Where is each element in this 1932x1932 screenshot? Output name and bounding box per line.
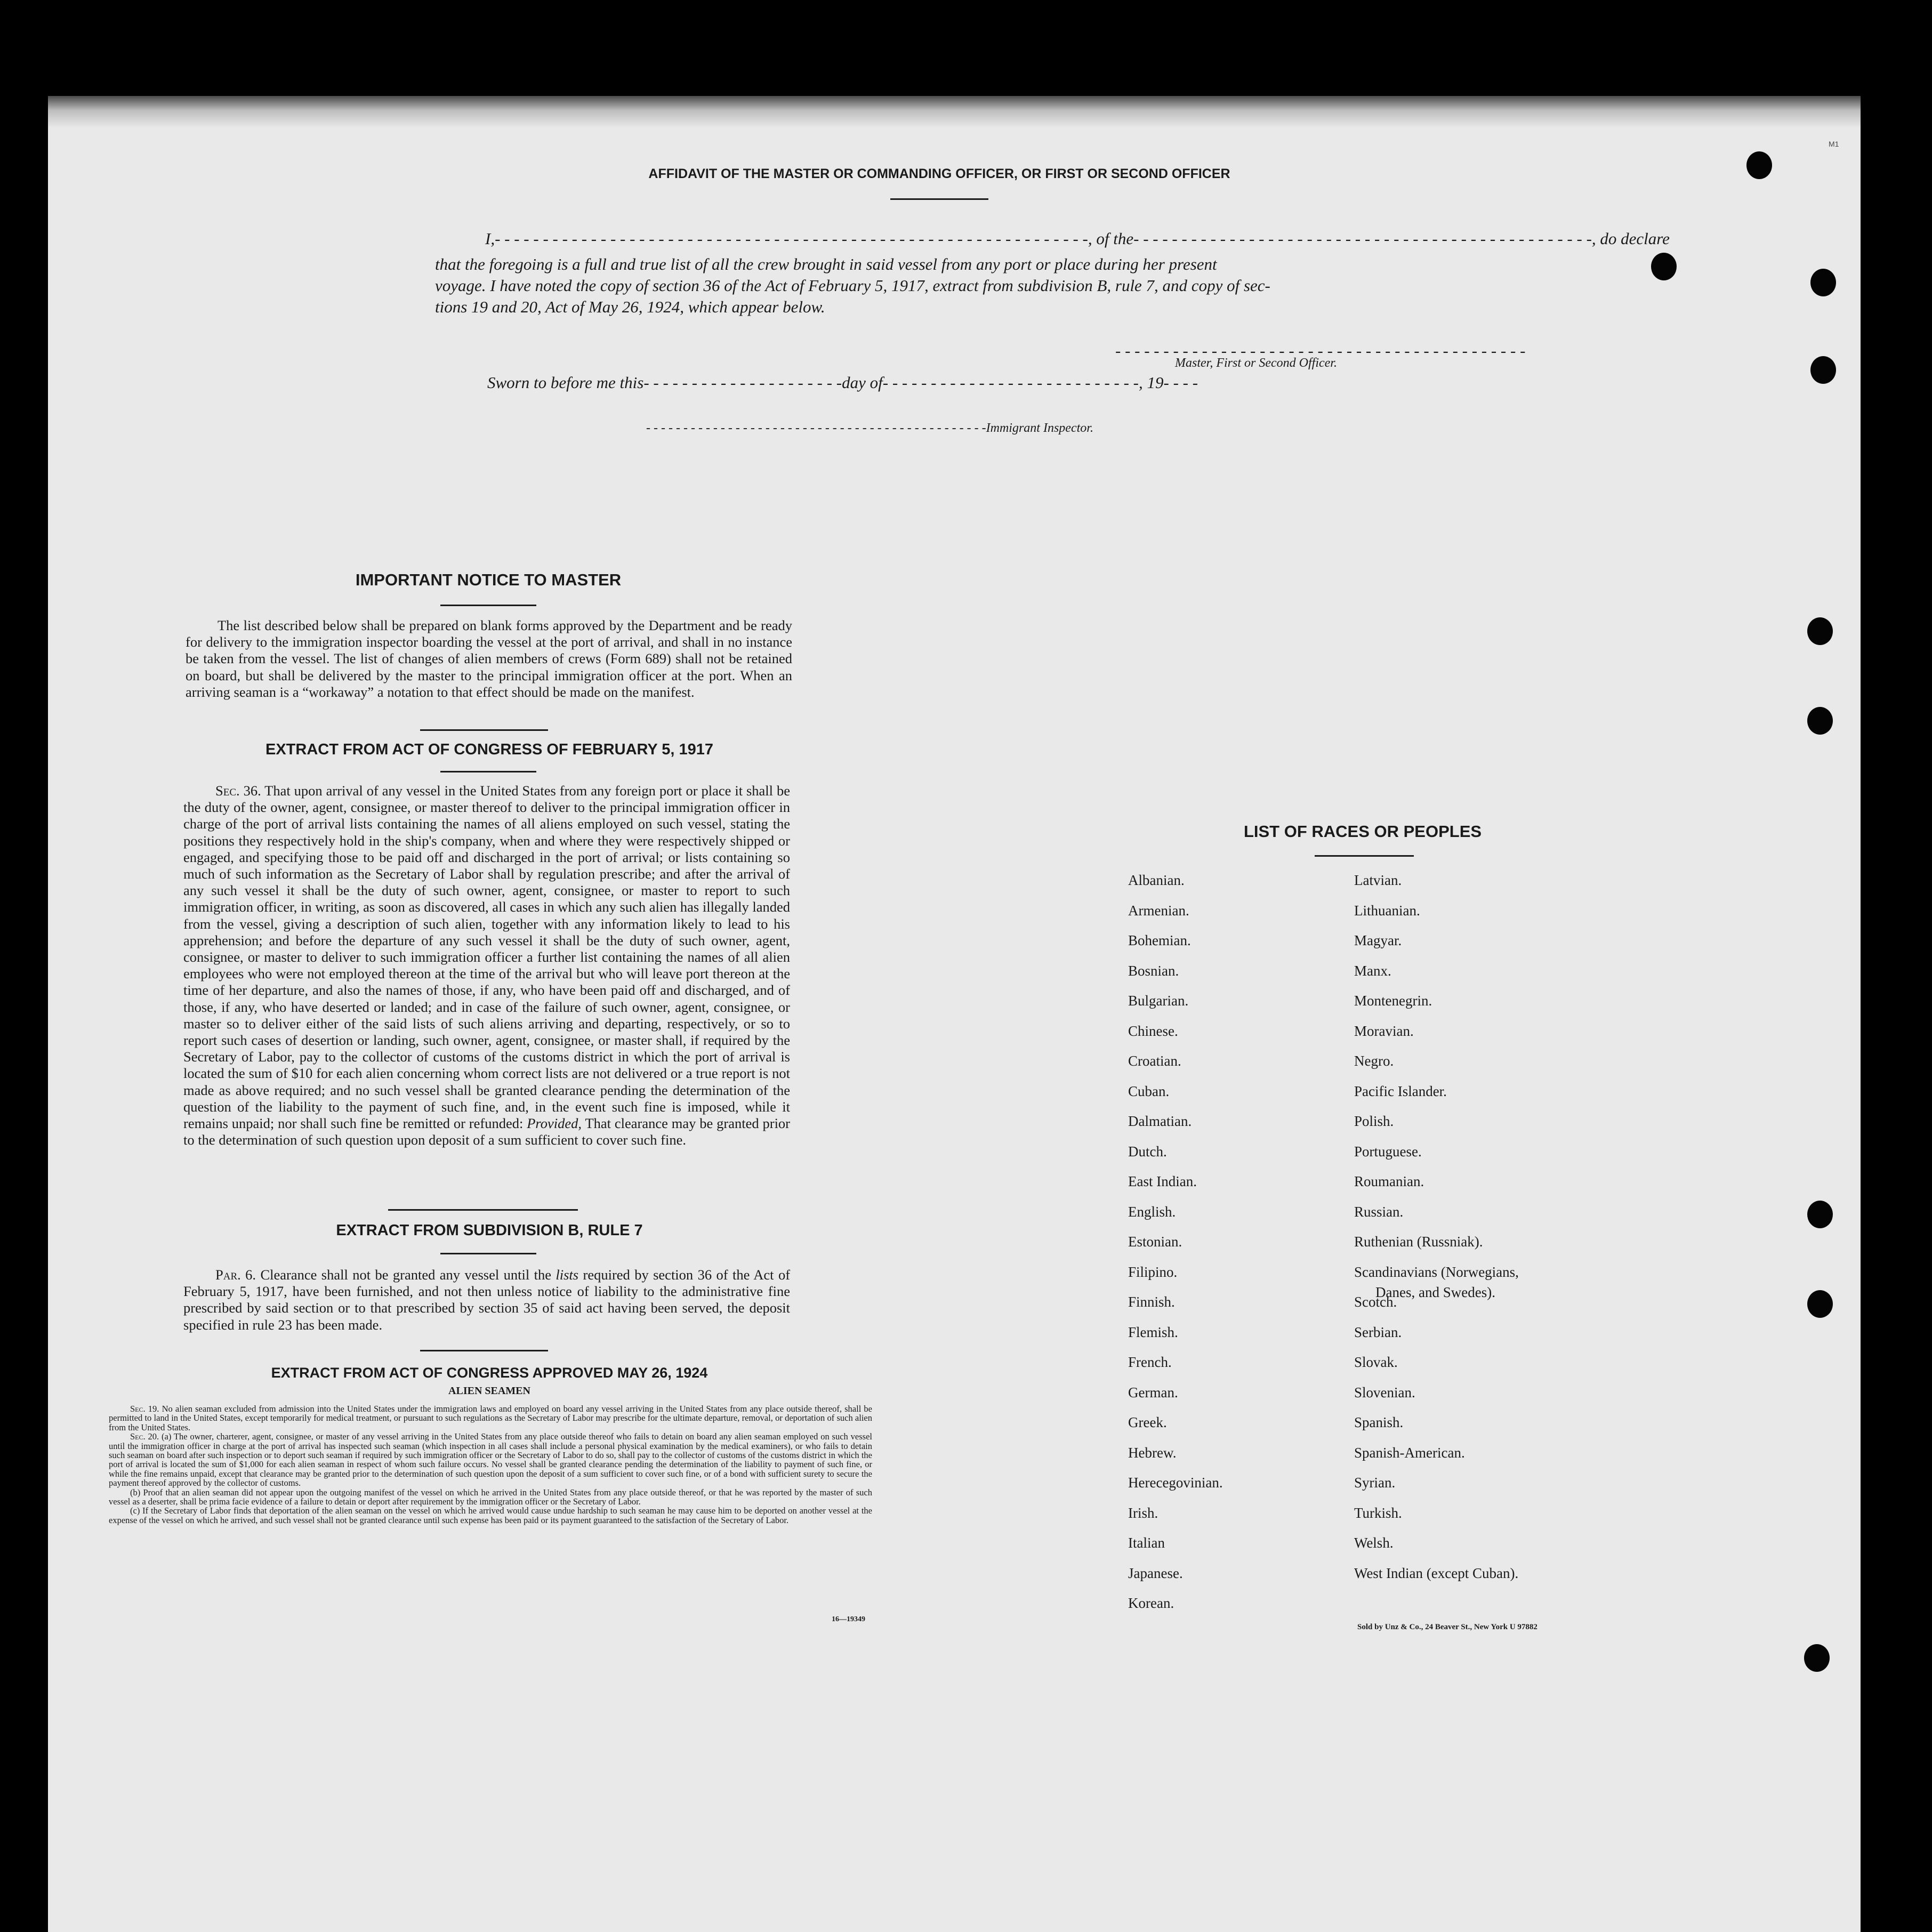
- race-item: Greek.: [1128, 1414, 1167, 1430]
- extract-1917-title: EXTRACT FROM ACT OF CONGRESS OF FEBRUARY 5, 1917: [265, 741, 714, 758]
- race-item: Croatian.: [1128, 1053, 1181, 1069]
- section-rule: [420, 1350, 548, 1351]
- punch-hole: [1807, 1201, 1833, 1228]
- race-item: Roumanian.: [1354, 1173, 1424, 1189]
- punch-hole: [1810, 269, 1836, 296]
- master-signature-line: - - - - - - - - - - - - - - - - - - - - - - - - - - - - - - - - - - - - - - - - - - -: [1115, 341, 1526, 360]
- declaration-line-3: voyage. I have noted the copy of section 36 of the Act of February 5, 1917, extract from subdivision B, rule 7, and copy of sec-: [435, 276, 1270, 295]
- race-item: Finnish.: [1128, 1294, 1175, 1310]
- race-item: Irish.: [1128, 1504, 1158, 1521]
- race-item: Scandinavians (Norwegians,: [1354, 1263, 1519, 1280]
- races-title-rule: [1315, 855, 1414, 857]
- punch-hole: [1746, 151, 1772, 179]
- race-item: Filipino.: [1128, 1263, 1178, 1280]
- race-item: Flemish.: [1128, 1324, 1178, 1340]
- section-rule: [420, 729, 548, 731]
- race-item: Bulgarian.: [1128, 993, 1189, 1009]
- race-item: Magyar.: [1354, 932, 1402, 948]
- race-item: Negro.: [1354, 1053, 1394, 1069]
- race-item: Lithuanian.: [1354, 902, 1420, 919]
- declaration-line-2: that the foregoing is a full and true list of all the crew brought in said vessel from any port or place during her present: [435, 255, 1217, 273]
- race-item: Estonian.: [1128, 1234, 1182, 1250]
- race-item: French.: [1128, 1354, 1172, 1370]
- section-rule: [388, 1209, 578, 1211]
- races-title: LIST OF RACES OR PEOPLES: [1243, 822, 1482, 841]
- race-item: Moravian.: [1354, 1023, 1414, 1039]
- race-item: Russian.: [1354, 1203, 1404, 1220]
- punch-hole: [1810, 356, 1836, 384]
- extract-1924-text: Sec. 19. No alien seaman excluded from admission into the United States under the immigration laws and employed on board any vessel arriving in the United States from any place outside thereof, shall be permitted to land in the United States, except temporarily for medical treatment, or pursuant to such regulations as the Secretary of Labor may prescribe for the ultimate departure, removal, or deportation of such alien from the United States. Sec. 20. (a) The owner, charterer, agent, consignee, or master of any vessel arriving in the United States from any place outside thereof who fails to detain on board any alien seaman employed on such vessel until the immigration officer in charge at the port of arrival has inspected such seaman (which inspection in all cases shall include a personal physical examination by the medical examiners), or who fails to detain such seaman on board after such inspection or to deport such seaman if required by such immigration officer or the Secretary of Labor to do so, shall pay to the collector of customs of the customs district in which the port of arrival is located the sum of $1,000 for each alien seaman in respect of whom such failure occurs. No vessel shall be granted clearance pending the determination of the liability to payment of such fine, or while the fine remains unpaid, except that clearance may be granted prior to the determination of such question upon the deposit of a sum sufficient to cover such fine, or of a bond with sufficient surety to secure the payment thereof approved by the collector of customs. (b) Proof that an alien seaman did not appear upon the outgoing manifest of the vessel on which he arrived in the United States from any place outside thereof, or that he was reported by the master of such vessel as a deserter, shall be prima facie evidence of a failure to detain or deport after requirement by the immigration officer or the Secretary of Labor. (c) If the Secretary of Labor finds that deportation of the alien seaman on the vessel on which he arrived would cause undue hardship to such seaman he may cause him to be deported on another vessel at the expense of the vessel on which he arrived, and such vessel shall not be granted clearance until such expense has been paid or its payment guaranteed to the satisfaction of the Secretary of Labor.: [109, 1404, 873, 1525]
- punch-hole: [1804, 1644, 1830, 1672]
- race-item: Hebrew.: [1128, 1444, 1177, 1461]
- race-item: Serbian.: [1354, 1324, 1402, 1340]
- race-item: Pacific Islander.: [1354, 1083, 1447, 1099]
- race-item: Japanese.: [1128, 1565, 1183, 1581]
- race-item: Dalmatian.: [1128, 1113, 1192, 1129]
- extract-1924-title: EXTRACT FROM ACT OF CONGRESS APPROVED MAY 26, 1924: [271, 1365, 708, 1381]
- section-rule: [440, 771, 536, 772]
- race-item: Slovenian.: [1354, 1384, 1415, 1400]
- race-item: Scotch.: [1354, 1294, 1397, 1310]
- race-item: Portuguese.: [1354, 1143, 1422, 1160]
- race-item: West Indian (except Cuban).: [1354, 1565, 1519, 1581]
- race-item: Danes, and Swedes).: [1375, 1284, 1495, 1300]
- punch-hole: [1807, 617, 1833, 645]
- race-item: Korean.: [1128, 1595, 1174, 1611]
- notice-text: The list described below shall be prepared on blank forms approved by the Department and be ready for delivery to the immigration inspector boarding the vessel at the port of arrival, and shall in no instance be taken from the vessel. The list of changes of alien members of crews (Form 689) shall not be retained on board, but shall be delivered by the master to the principal immigration officer at the port. When an arriving seaman is a “workaway” a notation to that effect should be made on the manifest.: [186, 617, 792, 700]
- declaration-line-1: I,- - - - - - - - - - - - - - - - - - - - - - - - - - - - - - - - - - - - - - - - - - - - - - - - - - - - - - - - - - - - - -, of the- - - - - - - - - - - - - - - - - - - - - - - - - - - - - - - - - - - - - - - - - - - - - - - -, do declare: [485, 229, 1670, 248]
- race-item: German.: [1128, 1384, 1178, 1400]
- race-item: Welsh.: [1354, 1535, 1394, 1551]
- declaration-line-4: tions 19 and 20, Act of May 26, 1924, which appear below.: [435, 297, 825, 316]
- race-item: Syrian.: [1354, 1475, 1396, 1491]
- race-item: Latvian.: [1354, 872, 1402, 888]
- extract-rule7-title: EXTRACT FROM SUBDIVISION B, RULE 7: [336, 1222, 643, 1239]
- affidavit-title: AFFIDAVIT OF THE MASTER OR COMMANDING OFFICER, OR FIRST OR SECOND OFFICER: [648, 166, 1230, 181]
- extract-rule7-text: Par. 6. Clearance shall not be granted any vessel until the lists required by section 36 of the Act of February 5, 1917, have been furnished, and not then unless notice of liability to the administrative fine prescribed by said section or to that prescribed by section 35 of said act having been served, the deposit specified in rule 23 has been made.: [183, 1267, 791, 1333]
- form-number: 16—19349: [832, 1615, 865, 1623]
- race-item: Cuban.: [1128, 1083, 1170, 1099]
- race-item: Albanian.: [1128, 872, 1185, 888]
- race-item: Ruthenian (Russniak).: [1354, 1234, 1483, 1250]
- race-item: Chinese.: [1128, 1023, 1178, 1039]
- race-item: Herecegovinian.: [1128, 1475, 1223, 1491]
- race-item: East Indian.: [1128, 1173, 1197, 1189]
- race-item: Bohemian.: [1128, 932, 1191, 948]
- punch-hole: [1807, 1290, 1833, 1318]
- section-rule: [440, 1253, 536, 1254]
- race-item: Polish.: [1354, 1113, 1394, 1129]
- punch-hole: [1651, 253, 1677, 280]
- master-caption: Master, First or Second Officer.: [1175, 356, 1337, 370]
- section-rule: [440, 605, 536, 606]
- race-item: Bosnian.: [1128, 962, 1179, 979]
- inspector-line: - - - - - - - - - - - - - - - - - - - - - - - - - - - - - - - - - - - - - - - - - - - - - -Immigrant Inspector.: [646, 421, 1093, 435]
- race-item: Manx.: [1354, 962, 1391, 979]
- punch-hole: [1807, 707, 1833, 735]
- race-item: Turkish.: [1354, 1504, 1402, 1521]
- extract-1924-subtitle: ALIEN SEAMEN: [448, 1385, 530, 1397]
- scan-shadow: [48, 96, 1861, 128]
- race-item: Spanish-American.: [1354, 1444, 1465, 1461]
- printer-note: Sold by Unz & Co., 24 Beaver St., New York U 97882: [1357, 1623, 1537, 1631]
- race-item: Montenegrin.: [1354, 993, 1432, 1009]
- race-item: English.: [1128, 1203, 1176, 1220]
- race-item: Slovak.: [1354, 1354, 1398, 1370]
- corner-mark: M1: [1829, 140, 1839, 148]
- extract-1917-text: Sec. 36. That upon arrival of any vessel in the United States from any foreign port or place it shall be the duty of the owner, agent, consignee, or master thereof to deliver to the principal immigration officer in charge of the port of arrival lists containing the names of all aliens employed on such vessel, stating the positions they respectively hold in the ship's company, when and where they were respectively shipped or engaged, and specifying those to be paid off and discharged in the port of arrival; or lists containing so much of such information as the Secretary of Labor shall by regulation prescribe; and after the arrival of any such vessel it shall be the duty of such owner, agent, consignee, or master to report to such immigration officer, in writing, as soon as discovered, all cases in which any such alien has illegally landed from the vessel, giving a description of such alien, together with any information likely to lead to his apprehension; and before the departure of any such vessel it shall be the duty of such owner, agent, consignee, or master to deliver to such immigration officer a further list containing the names of all alien employees who were not employed thereon at the time of the arrival but who will leave port thereon at the time of her departure, and also the names of those, if any, who have been paid off and discharged, and of those, if any, who have deserted or landed; and in case of the failure of such owner, agent, consignee, or master so to deliver either of the said lists of such aliens arriving and departing, respectively, or so to report such cases of desertion or landing, such owner, agent, consignee, or master shall, if required by the Secretary of Labor, pay to the collector of customs of the customs district in which the port of arrival is located the sum of $10 for each alien concerning whom correct lists are not delivered or a true report is not made as above required; and no such vessel shall be granted clearance pending the determination of the question of the liability to the payment of such fine, and, in the event such fine is imposed, while it remains unpaid; nor shall such fine be remitted or refunded: Provided, That clearance may be granted prior to the determination of such question upon deposit of a sum sufficient to cover such fine.: [183, 783, 791, 1148]
- notice-title: IMPORTANT NOTICE TO MASTER: [355, 570, 622, 589]
- race-item: Italian: [1128, 1535, 1165, 1551]
- sworn-line: Sworn to before me this- - - - - - - - - - - - - - - - - - - - -day of- - - - - - - - - - - - - - - - - - - - - - - - - - -, 19- - - -: [487, 373, 1198, 392]
- race-item: Dutch.: [1128, 1143, 1167, 1160]
- title-rule: [890, 198, 988, 200]
- race-item: Armenian.: [1128, 902, 1189, 919]
- race-item: Spanish.: [1354, 1414, 1404, 1430]
